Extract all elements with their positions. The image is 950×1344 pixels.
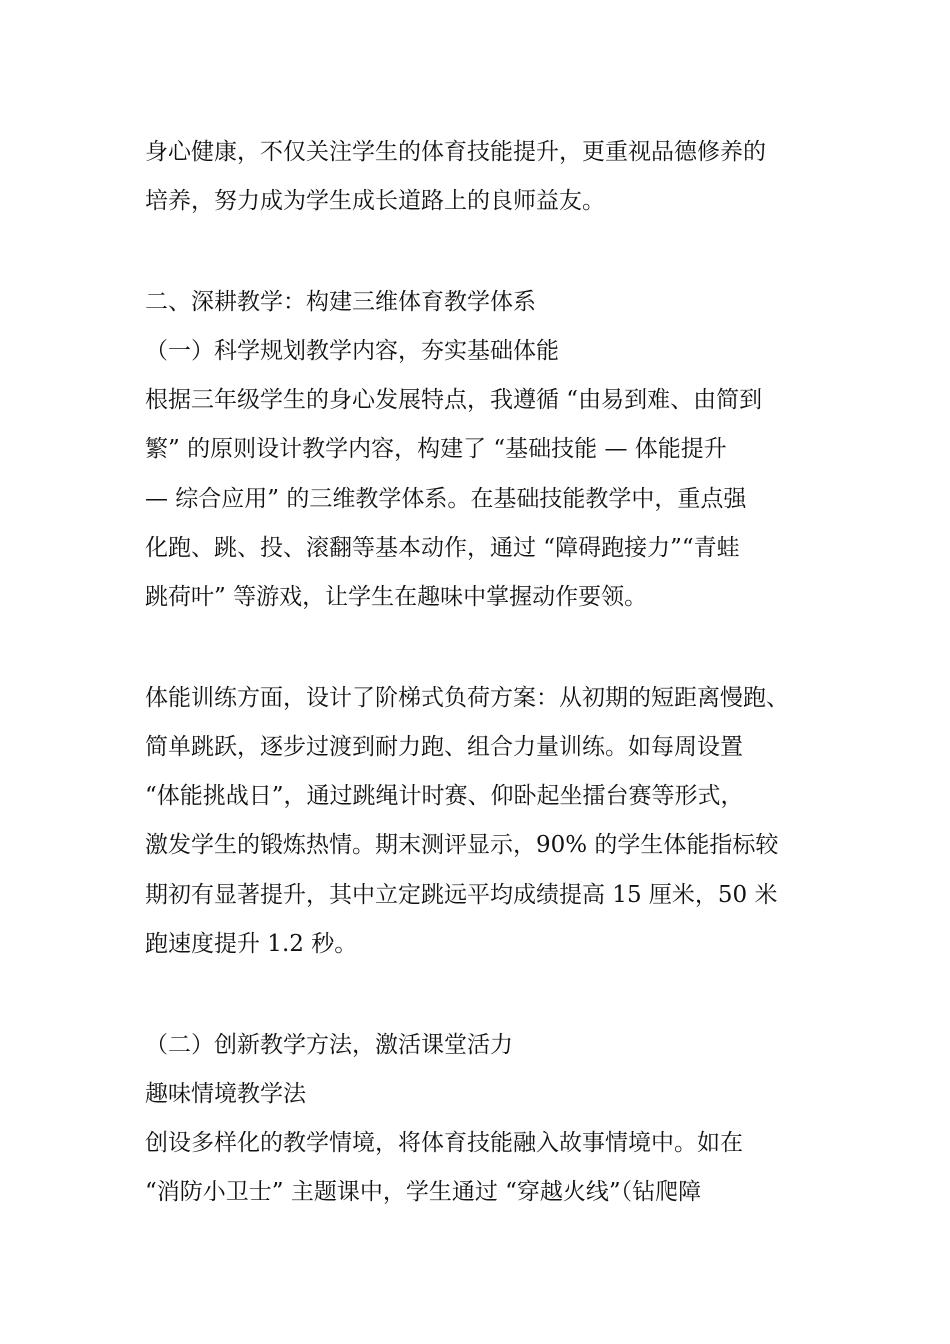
paragraph-line: 激发学生的锻炼热情。期末测评显示，90% 的学生体能指标较 [145,832,779,858]
subsection-heading: （二）创新教学方法，激活课堂活力 [145,1032,513,1058]
paragraph-line: “体能挑战日”，通过跳绳计时赛、仰卧起坐擂台赛等形式， [145,783,744,809]
paragraph-line: — 综合应用” 的三维教学体系。在基础技能教学中，重点强 [145,486,747,512]
paragraph-line: 期初有显著提升，其中立定跳远平均成绩提高 15 厘米，50 米 [145,882,778,908]
paragraph-line: 跑速度提升 1.2 秒。 [145,931,358,957]
paragraph-line: 跳荷叶” 等游戏，让学生在趣味中掌握动作要领。 [145,584,648,610]
paragraph-line: 体能训练方面，设计了阶梯式负荷方案：从初期的短距离慢跑、 [145,685,789,711]
paragraph-line: 简单跳跃，逐步过渡到耐力跑、组合力量训练。如每周设置 [145,734,743,760]
subsection-heading: （一）科学规划教学内容，夯实基础体能 [145,338,559,364]
paragraph-line: “消防小卫士” 主题课中，学生通过 “穿越火线”（钻爬障 [145,1179,702,1205]
paragraph-line: 化跑、跳、投、滚翻等基本动作，通过 “障碍跑接力”“青蛙 [145,535,740,561]
method-heading: 趣味情境教学法 [145,1081,306,1107]
paragraph-line: 培养，努力成为学生成长道路上的良师益友。 [145,188,605,214]
section-heading: 二、深耕教学：构建三维体育教学体系 [145,289,536,315]
paragraph-line: 创设多样化的教学情境，将体育技能融入故事情境中。如在 [145,1130,743,1156]
paragraph-line: 根据三年级学生的身心发展特点，我遵循 “由易到难、由简到 [145,387,763,413]
paragraph-line: 繁” 的原则设计教学内容，构建了 “基础技能 — 体能提升 [145,436,727,462]
paragraph-line: 身心健康，不仅关注学生的体育技能提升，更重视品德修养的 [145,139,766,165]
